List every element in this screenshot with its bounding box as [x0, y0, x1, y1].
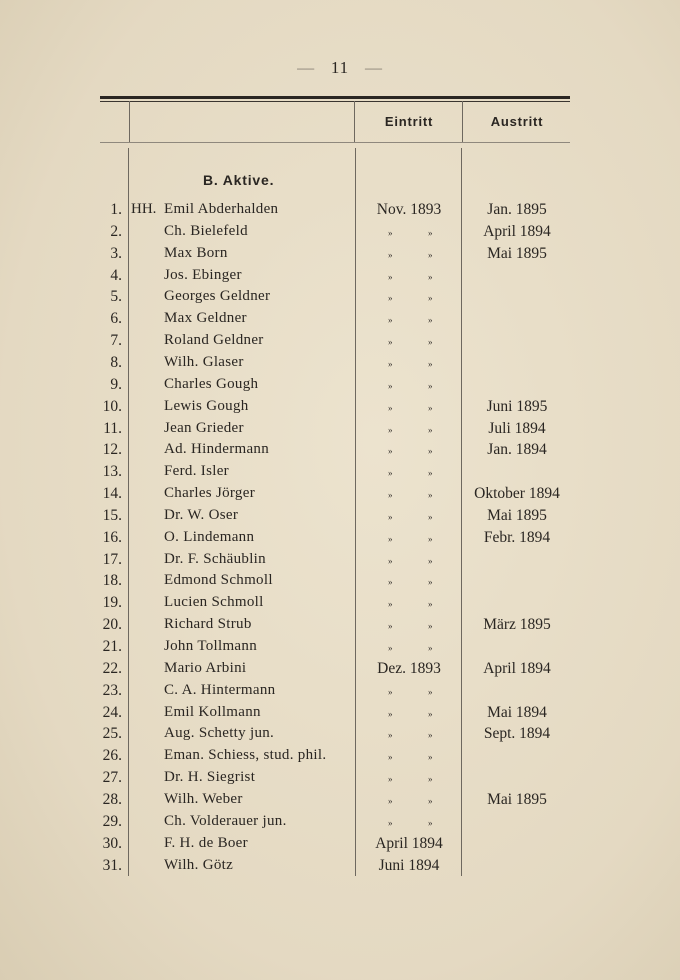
- member-name: Emil Kollmann: [164, 703, 261, 720]
- column-divider-num-header: [129, 101, 130, 142]
- member-name: Max Born: [164, 244, 228, 261]
- row-number: 3.: [110, 244, 122, 262]
- ditto-mark-month: »: [388, 446, 393, 457]
- ditto-mark-year: »: [428, 817, 433, 828]
- row-number: 12.: [102, 441, 122, 459]
- table-row: [0, 593, 680, 615]
- table-row: [0, 462, 680, 484]
- member-name: Ad. Hindermann: [164, 441, 270, 458]
- row-number: 20.: [102, 616, 122, 634]
- row-number: 28.: [102, 790, 122, 808]
- ditto-mark-year: »: [428, 752, 433, 763]
- ditto-mark-month: »: [388, 555, 393, 566]
- austritt-date: Oktober 1894: [474, 485, 560, 503]
- table-row: [0, 419, 680, 441]
- page-number: [0, 58, 680, 78]
- table-row: [0, 309, 680, 331]
- table-row: [0, 615, 680, 637]
- table-row: [0, 659, 680, 681]
- ditto-mark-month: »: [388, 774, 393, 785]
- table-row: [0, 528, 680, 550]
- row-number: 8.: [110, 353, 122, 371]
- table-row: [0, 397, 680, 419]
- row-number: 6.: [110, 310, 122, 328]
- member-name: Roland Geldner: [164, 332, 264, 349]
- ditto-mark-month: »: [388, 621, 393, 632]
- ditto-mark-month: »: [388, 380, 393, 391]
- table-top-rule-thin: [100, 101, 570, 102]
- table-row: [0, 375, 680, 397]
- table-row: [0, 681, 680, 703]
- row-number: 19.: [102, 594, 122, 612]
- member-name: Eman. Schiess, stud. phil.: [164, 747, 327, 764]
- member-name: Dr. F. Schäublin: [164, 550, 266, 567]
- member-name: Lewis Gough: [164, 397, 249, 414]
- member-name: John Tollmann: [164, 638, 257, 654]
- ditto-mark-year: »: [428, 315, 433, 326]
- table-row: [0, 287, 680, 309]
- austritt-date: Mai 1895: [487, 244, 547, 262]
- ditto-mark-year: »: [428, 271, 433, 282]
- member-name: Ferd. Isler: [164, 463, 229, 480]
- table-row: [0, 637, 680, 659]
- member-name: O. Lindemann: [164, 528, 255, 545]
- member-name: Ch. Volderauer jun.: [164, 812, 287, 829]
- table-row: [0, 550, 680, 572]
- row-number: 2.: [110, 222, 122, 240]
- row-number: 11.: [103, 419, 122, 437]
- eintritt-date: April 1894: [375, 834, 443, 852]
- table-row: [0, 506, 680, 528]
- row-number: 18.: [102, 572, 122, 590]
- table-row: [0, 353, 680, 375]
- row-number: 1.: [110, 201, 122, 218]
- member-name: Emil Abderhalden: [164, 201, 279, 217]
- member-name: Ch. Bielefeld: [164, 222, 248, 239]
- row-number: 16.: [102, 528, 122, 546]
- ditto-mark-month: »: [388, 795, 393, 806]
- table-row: [0, 856, 680, 878]
- page-number-dash-right: —: [364, 58, 383, 77]
- row-number: 21.: [102, 638, 122, 655]
- member-name: F. H. de Boer: [164, 834, 248, 851]
- table-row: [0, 484, 680, 506]
- ditto-mark-year: »: [428, 730, 433, 741]
- ditto-mark-month: »: [388, 599, 393, 610]
- row-number: 5.: [110, 288, 122, 306]
- row-number: 30.: [102, 834, 122, 852]
- ditto-mark-month: »: [388, 730, 393, 741]
- row-number: 10.: [102, 397, 122, 415]
- ditto-mark-month: »: [388, 511, 393, 522]
- austritt-date: Jan. 1894: [487, 441, 547, 459]
- table-top-rule-thick: [100, 96, 570, 99]
- ditto-mark-month: »: [388, 643, 393, 653]
- ditto-mark-month: »: [388, 315, 393, 326]
- table-row: [0, 331, 680, 353]
- name-prefix: HH.: [131, 201, 157, 217]
- row-number: 25.: [102, 725, 122, 743]
- member-name: Dr. W. Oser: [164, 506, 239, 523]
- row-number: 24.: [102, 703, 122, 721]
- ditto-mark-month: »: [388, 358, 393, 369]
- ditto-mark-year: »: [428, 577, 433, 588]
- table-row: [0, 790, 680, 812]
- table-header-rule: [100, 142, 570, 143]
- ditto-mark-year: »: [428, 555, 433, 566]
- member-name: Dr. H. Siegrist: [164, 769, 256, 786]
- member-name: Charles Jörger: [164, 485, 255, 502]
- member-name: C. A. Hintermann: [164, 681, 276, 698]
- section-title: B. Aktive.: [203, 172, 275, 188]
- ditto-mark-year: »: [428, 643, 433, 653]
- ditto-mark-year: »: [428, 686, 433, 697]
- austritt-date: Mai 1895: [487, 790, 547, 808]
- ditto-mark-year: »: [428, 424, 433, 435]
- ditto-mark-month: »: [388, 424, 393, 435]
- austritt-date: Sept. 1894: [483, 725, 551, 743]
- eintritt-date: Nov. 1893: [376, 201, 442, 218]
- ditto-mark-year: »: [428, 446, 433, 457]
- ditto-mark-month: »: [388, 533, 393, 544]
- page-number-dash-left: —: [297, 58, 316, 77]
- ditto-mark-year: »: [428, 468, 433, 479]
- ditto-mark-year: »: [428, 490, 433, 501]
- ditto-mark-year: »: [428, 293, 433, 304]
- row-number: 17.: [102, 550, 122, 568]
- ditto-mark-month: »: [388, 271, 393, 282]
- ditto-mark-month: »: [388, 293, 393, 304]
- member-name: Wilh. Glaser: [164, 353, 244, 370]
- table-row: [0, 703, 680, 725]
- ditto-mark-year: »: [428, 795, 433, 806]
- austritt-date: Jan. 1895: [487, 201, 547, 218]
- member-name: Georges Geldner: [164, 288, 271, 305]
- ditto-mark-year: »: [428, 358, 433, 369]
- column-divider-eintritt-header: [354, 101, 355, 142]
- row-number: 7.: [110, 332, 122, 350]
- row-number: 22.: [102, 659, 122, 677]
- row-number: 9.: [110, 375, 122, 393]
- ditto-mark-year: »: [428, 774, 433, 785]
- row-number: 4.: [110, 266, 122, 284]
- austritt-date: Juli 1894: [488, 419, 546, 437]
- column-header-eintritt: Eintritt: [384, 114, 434, 129]
- row-number: 29.: [102, 812, 122, 830]
- row-number: 14.: [102, 485, 122, 503]
- ditto-mark-month: »: [388, 817, 393, 828]
- table-row: [0, 571, 680, 593]
- austritt-date: Mai 1894: [487, 703, 547, 721]
- member-name: Richard Strub: [164, 616, 252, 633]
- ditto-mark-month: »: [388, 468, 393, 479]
- ditto-mark-year: »: [428, 708, 433, 719]
- row-number: 31.: [102, 856, 122, 874]
- row-number: 15.: [102, 506, 122, 524]
- table-row: [0, 834, 680, 856]
- ditto-mark-year: »: [428, 337, 433, 348]
- ditto-mark-year: »: [428, 227, 433, 238]
- member-name: Edmond Schmoll: [164, 572, 273, 589]
- ditto-mark-month: »: [388, 708, 393, 719]
- table-row: [0, 724, 680, 746]
- ditto-mark-year: »: [428, 533, 433, 544]
- column-header-austritt: Austritt: [490, 114, 544, 129]
- austritt-date: Febr. 1894: [483, 528, 551, 546]
- column-divider-austritt-header: [462, 101, 463, 142]
- member-name: Max Geldner: [164, 310, 247, 327]
- member-name: Charles Gough: [164, 375, 259, 392]
- ditto-mark-month: »: [388, 686, 393, 697]
- ditto-mark-month: »: [388, 337, 393, 348]
- austritt-date: März 1895: [483, 616, 551, 634]
- table-row: [0, 812, 680, 834]
- table-row: [0, 440, 680, 462]
- austritt-date: Juni 1895: [486, 397, 548, 415]
- ditto-mark-year: »: [428, 621, 433, 632]
- eintritt-date: Dez. 1893: [377, 659, 441, 677]
- row-number: 23.: [102, 681, 122, 699]
- table-row: [0, 244, 680, 266]
- eintritt-date: Juni 1894: [378, 856, 440, 874]
- member-name: Jos. Ebinger: [164, 266, 242, 283]
- austritt-date: Mai 1895: [487, 506, 547, 524]
- ditto-mark-month: »: [388, 577, 393, 588]
- member-name: Lucien Schmoll: [164, 594, 264, 611]
- table-row: [0, 746, 680, 768]
- ditto-mark-year: »: [428, 402, 433, 413]
- row-number: 26.: [102, 747, 122, 765]
- member-name: Wilh. Götz: [164, 856, 234, 873]
- row-number: 13.: [102, 463, 122, 481]
- table-row: [0, 222, 680, 244]
- table-row: [0, 768, 680, 790]
- ditto-mark-month: »: [388, 490, 393, 501]
- member-name: Wilh. Weber: [164, 790, 243, 807]
- ditto-mark-year: »: [428, 511, 433, 522]
- member-name: Aug. Schetty jun.: [164, 725, 275, 742]
- austritt-date: April 1894: [483, 659, 551, 677]
- page-number-value: 11: [330, 58, 350, 77]
- member-name: Jean Grieder: [164, 419, 244, 436]
- ditto-mark-month: »: [388, 402, 393, 413]
- ditto-mark-month: »: [388, 752, 393, 763]
- row-number: 27.: [102, 769, 122, 787]
- austritt-date: April 1894: [483, 222, 551, 240]
- ditto-mark-month: »: [388, 249, 393, 260]
- ditto-mark-year: »: [428, 380, 433, 391]
- ditto-mark-year: »: [428, 249, 433, 260]
- table-row: [0, 266, 680, 288]
- table-row: [0, 200, 680, 222]
- ditto-mark-year: »: [428, 599, 433, 610]
- member-name: Mario Arbini: [164, 659, 247, 676]
- ditto-mark-month: »: [388, 227, 393, 238]
